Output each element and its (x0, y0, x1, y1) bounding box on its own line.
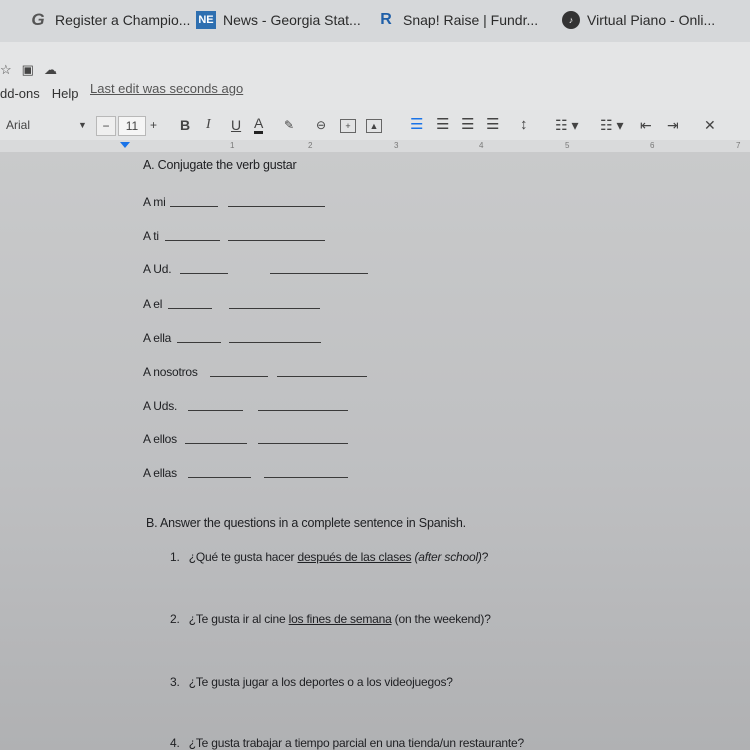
answer-blank[interactable] (185, 443, 247, 444)
bookmark-label: Virtual Piano - Onli... (587, 12, 716, 28)
text-color-icon[interactable]: A (254, 116, 263, 134)
folder-icon[interactable]: ▣ (21, 62, 34, 77)
ruler-mark: 1 (230, 141, 235, 150)
question-number: 3. (170, 675, 180, 689)
indent-marker[interactable] (120, 142, 130, 148)
bookmark-label: Register a Champio... (55, 12, 191, 28)
increase-size-button[interactable]: + (150, 118, 158, 132)
bold-icon[interactable]: B (180, 117, 191, 133)
cloud-icon[interactable]: ☁ (43, 62, 57, 77)
question-text: ¿Te gusta trabajar a tiempo parcial en una tienda/un restaurante? (188, 736, 524, 750)
align-center-icon[interactable]: ☰ (436, 116, 450, 133)
comment-icon[interactable]: + (340, 119, 356, 133)
ruler (0, 140, 750, 152)
conjugation-row-label: A Ud. (143, 262, 172, 276)
answer-blank[interactable] (228, 206, 325, 207)
conjugation-row-label: A el (143, 297, 163, 311)
font-dropdown-icon[interactable]: ▼ (78, 120, 87, 130)
align-left-icon[interactable]: ☰ (410, 116, 424, 133)
font-select[interactable]: Arial (6, 118, 31, 132)
section-a-title: A. Conjugate the verb gustar (143, 158, 297, 172)
piano-icon: ♪ (562, 11, 580, 29)
align-right-icon[interactable]: ☰ (461, 116, 475, 133)
menu-help[interactable]: Help (51, 86, 79, 101)
last-edit-link[interactable]: Last edit was seconds ago (90, 81, 244, 96)
question-2 (170, 612, 491, 626)
question-3 (170, 675, 453, 689)
decrease-size-button[interactable]: − (96, 116, 116, 136)
answer-blank[interactable] (180, 273, 228, 274)
question-number: 2. (170, 612, 180, 626)
answer-blank[interactable] (188, 477, 251, 478)
conjugation-row-label: A ti (143, 229, 159, 243)
bookmark-register[interactable] (28, 8, 190, 32)
answer-blank[interactable] (177, 342, 221, 343)
answer-blank[interactable] (258, 443, 348, 444)
conjugation-row-label: A mi (143, 195, 166, 209)
question-text: ¿Qué te gusta hacer (188, 550, 298, 564)
bookmark-piano[interactable] (562, 8, 715, 32)
question-gloss: (after school) (411, 550, 482, 564)
conjugation-row-label: A ellas (143, 466, 177, 480)
checklist-icon[interactable]: ☷ ▾ (555, 117, 579, 133)
snap-icon: R (380, 11, 392, 28)
formatting-toolbar (0, 110, 750, 141)
question-text: ¿Te gusta jugar a los deportes o a los videojuegos? (188, 675, 453, 689)
question-text: ¿Te gusta ir al cine (188, 612, 289, 626)
question-underlined: después de las clases (297, 550, 412, 564)
link-icon[interactable]: ⊖ (316, 118, 327, 132)
clear-formatting-icon[interactable]: ✕ (704, 117, 716, 133)
font-size-input[interactable]: 11 (118, 116, 146, 136)
question-number: 4. (170, 736, 180, 750)
decrease-indent-icon[interactable]: ⇤ (640, 117, 652, 133)
question-gloss: (on the weekend) (391, 612, 485, 626)
menu-items (0, 86, 91, 101)
star-icon[interactable]: ☆ (0, 62, 12, 77)
g-icon: G (31, 10, 45, 29)
increase-indent-icon[interactable]: ⇥ (667, 117, 679, 133)
ruler-mark: 2 (308, 141, 313, 150)
answer-blank[interactable] (168, 308, 212, 309)
answer-blank[interactable] (258, 410, 348, 411)
ruler-mark: 6 (650, 141, 655, 150)
conjugation-row-label: A nosotros (143, 365, 198, 379)
justify-icon[interactable]: ☰ (486, 116, 500, 133)
menu-addons[interactable]: dd-ons (0, 86, 40, 101)
answer-blank[interactable] (229, 308, 320, 309)
bookmark-label: Snap! Raise | Fundr... (403, 12, 539, 28)
conjugation-row-label: A ellos (143, 432, 177, 446)
doc-title-icons (0, 62, 57, 78)
ruler-mark: 3 (394, 141, 399, 150)
bookmark-news[interactable] (196, 8, 361, 32)
bookmarks-bar (0, 0, 750, 42)
answer-blank[interactable] (165, 240, 220, 241)
answer-blank[interactable] (228, 240, 325, 241)
line-spacing-icon[interactable]: ↕ (520, 116, 528, 133)
answer-blank[interactable] (229, 342, 321, 343)
underline-icon[interactable]: U (231, 117, 242, 133)
answer-blank[interactable] (210, 376, 268, 377)
highlight-icon[interactable]: ✎ (284, 118, 295, 132)
answer-blank[interactable] (170, 206, 218, 207)
docs-menubar (0, 42, 750, 110)
bulleted-list-icon[interactable]: ☷ ▾ (600, 117, 624, 133)
bookmark-snap[interactable] (376, 8, 538, 32)
document-page[interactable] (0, 152, 750, 750)
ne-icon: NE (196, 11, 216, 29)
question-end: ? (484, 612, 491, 626)
question-underlined: los fines de semana (288, 612, 392, 626)
image-icon[interactable]: ▲ (366, 119, 382, 133)
ruler-mark: 4 (479, 141, 484, 150)
section-b-title: B. Answer the questions in a complete sentence in Spanish. (146, 516, 466, 530)
answer-blank[interactable] (277, 376, 367, 377)
question-4 (170, 736, 524, 750)
bookmark-label: News - Georgia Stat... (223, 12, 361, 28)
ruler-mark: 7 (736, 141, 741, 150)
conjugation-row-label: A Uds. (143, 399, 178, 413)
answer-blank[interactable] (188, 410, 243, 411)
answer-blank[interactable] (270, 273, 368, 274)
italic-icon[interactable]: I (206, 117, 211, 132)
question-1 (170, 550, 488, 564)
question-number: 1. (170, 550, 180, 564)
question-end: ? (481, 550, 489, 564)
conjugation-row-label: A ella (143, 331, 172, 345)
ruler-mark: 5 (565, 141, 570, 150)
answer-blank[interactable] (264, 477, 348, 478)
